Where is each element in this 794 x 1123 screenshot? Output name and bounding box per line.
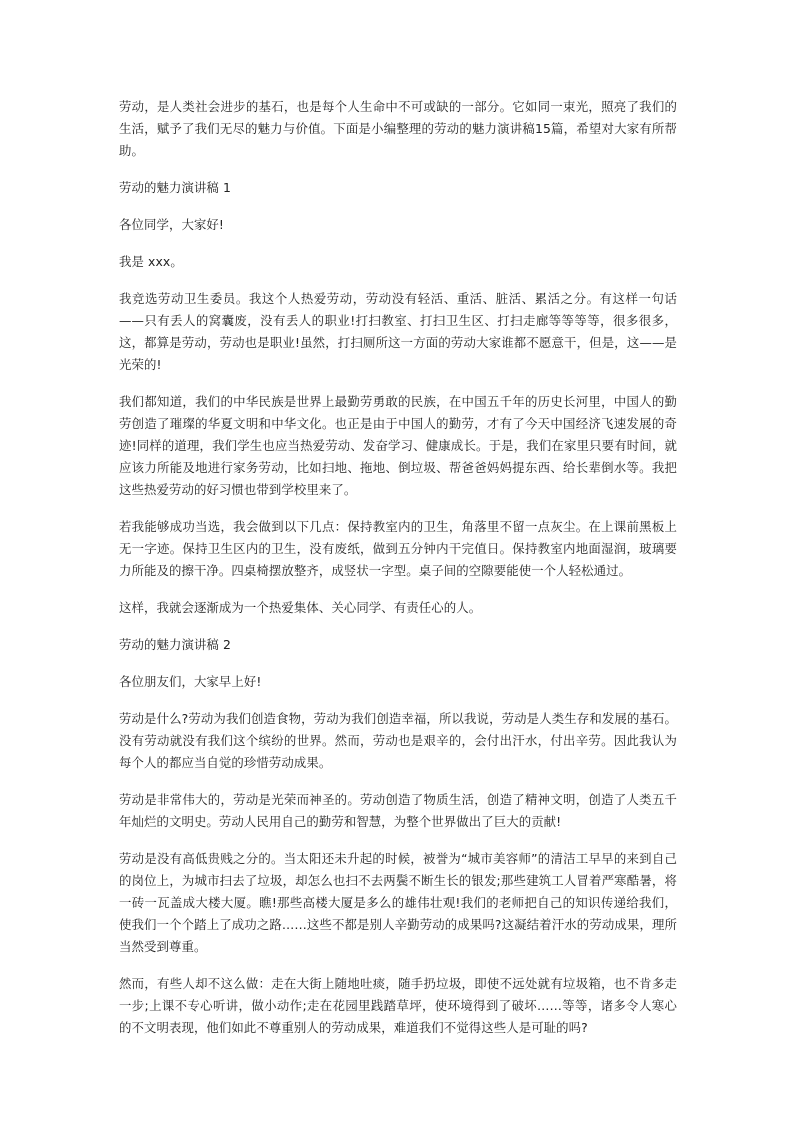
- body-paragraph: 我竞选劳动卫生委员。我这个人热爱劳动，劳动没有轻活、重活、脏活、累活之分。有这样一句话——只有丢人的窝囊废，没有丢人的职业!打扫教室、打扫卫生区、打扫走廊等等等等，很多很多，这，都算是劳动，劳动也是职业!虽然，打扫厕所这一方面的劳动大家谁都不愿意干，但是，这——是光荣的!: [119, 291, 677, 372]
- body-paragraph: 这样，我就会逐渐成为一个热爱集体、关心同学、有责任心的人。: [119, 600, 482, 615]
- body-paragraph: 若我能够成功当选，我会做到以下几点：保持教室内的卫生，角落里不留一点灰尘。在上课前黑板上无一字迹。保持卫生区内的卫生，没有废纸，做到五分钟内干完值日。保持教室内地面湿润，玻璃要力所能及的擦干净。四桌椅摆放整齐，成竖状一字型。桌子间的空隙要能使一个人轻松通过。: [119, 519, 677, 578]
- body-paragraph: 劳动是非常伟大的，劳动是光荣而神圣的。劳动创造了物质生活，创造了精神文明，创造了人类五千年灿烂的文明史。劳动人民用自己的勤劳和智慧，为整个世界做出了巨大的贡献!: [119, 792, 677, 829]
- greeting-paragraph: 各位朋友们，大家早上好!: [119, 674, 262, 689]
- body-paragraph: 然而，有些人却不这么做：走在大街上随地吐痰，随手扔垃圾，即使不远处就有垃圾箱，也不肯多走一步;上课不专心听讲，做小动作;走在花园里践踏草坪，使环境得到了破坏……等等，诸多令人寒心的不文明表现，他们如此不尊重别人的劳动成果，难道我们不觉得这些人是可耻的吗?: [119, 976, 677, 1035]
- speech-1-heading: 劳动的魅力演讲稿 1: [119, 180, 231, 195]
- body-paragraph: 劳动是什么?劳动为我们创造食物，劳动为我们创造幸福，所以我说，劳动是人类生存和发展的基石。没有劳动就没有我们这个缤纷的世界。然而，劳动也是艰辛的，会付出汗水，付出辛劳。因此我认为每个人的都应当自觉的珍惜劳动成果。: [119, 711, 677, 770]
- document-body: [119, 96, 677, 1054]
- speech-2-heading: 劳动的魅力演讲稿 2: [119, 637, 231, 652]
- body-paragraph: 我们都知道，我们的中华民族是世界上最勤劳勇敢的民族，在中国五千年的历史长河里，中国人的勤劳创造了璀璨的华夏文明和中华文化。也正是由于中国人的勤劳，才有了今天中国经济飞速发展的奇迹!同样的道理，我们学生也应当热爱劳动、发奋学习、健康成长。于是，我们在家里只要有时间，就应该力所能及地进行家务劳动，比如扫地、拖地、倒垃圾、帮爸爸妈妈提东西、给长辈倒水等。我把这些热爱劳动的好习惯也带到学校里来了。: [119, 394, 677, 497]
- self-intro-paragraph: 我是 xxx。: [119, 254, 183, 269]
- body-paragraph: 劳动是没有高低贵贱之分的。当太阳还未升起的时候，被誉为“城市美容师”的清洁工早早的来到自己的岗位上，为城市扫去了垃圾，却怎么也扫不去两鬓不断生长的银发;那些建筑工人冒着严寒酷暑，将一砖一瓦盖成大楼大厦。瞧!那些高楼大厦是多么的雄伟壮观!我们的老师把自己的知识传递给我们，使我们一个个踏上了成功之路……这些不都是别人辛勤劳动的成果吗?这凝结着汗水的劳动成果，理所当然受到尊重。: [119, 851, 677, 954]
- intro-paragraph: 劳动，是人类社会进步的基石，也是每个人生命中不可或缺的一部分。它如同一束光，照亮了我们的生活，赋予了我们无尽的魅力与价值。下面是小编整理的劳动的魅力演讲稿15篇，希望对大家有所帮助。: [119, 99, 677, 158]
- greeting-paragraph: 各位同学，大家好!: [119, 217, 224, 232]
